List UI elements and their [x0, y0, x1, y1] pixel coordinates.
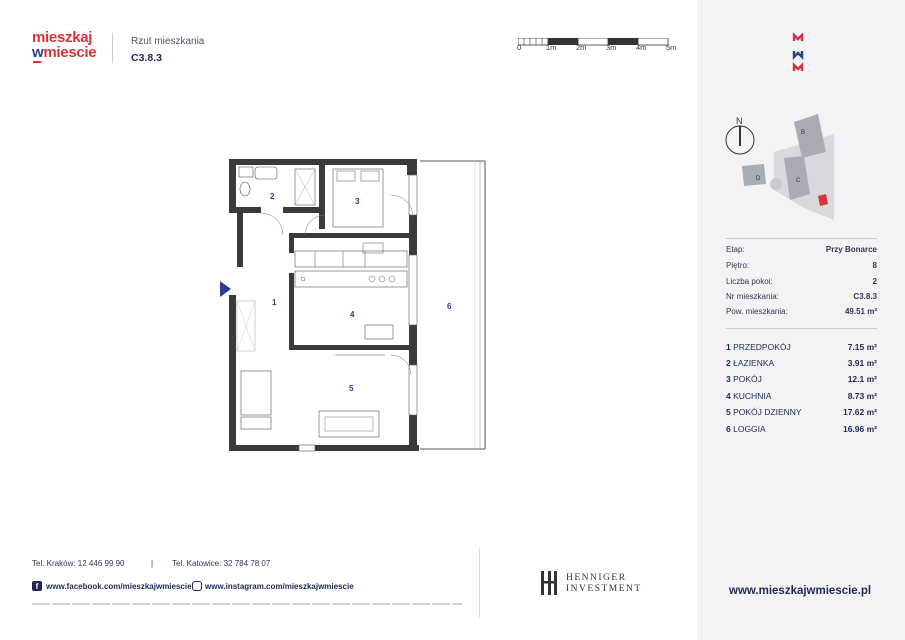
- room-area: 3.91 m²: [847, 358, 877, 368]
- info-row-etap: [726, 245, 877, 254]
- header-divider: [112, 33, 113, 63]
- compass-north-label: N: [736, 116, 743, 126]
- facebook-link[interactable]: www.facebook.com/mieszkajwmiescie: [46, 582, 192, 591]
- scale-label-3: 3m: [606, 43, 617, 52]
- info-divider-top: [726, 238, 877, 239]
- info-label: Liczba pokoi:: [726, 277, 773, 286]
- scale-label-0: 0: [517, 43, 522, 52]
- room-row: [726, 407, 877, 417]
- info-value: C3.8.3: [853, 292, 877, 301]
- room-num: 5: [726, 407, 731, 417]
- room-area: 8.73 m²: [847, 391, 877, 401]
- plan-label-5: 5: [349, 384, 354, 393]
- logo-rest: miescie: [43, 44, 97, 61]
- floor-plan: [215, 155, 495, 455]
- site-map: [734, 112, 834, 224]
- room-name: POKÓJ: [733, 374, 762, 384]
- room-area: 12.1 m²: [847, 374, 877, 384]
- logo-line2: [32, 45, 96, 60]
- room-num: 1: [726, 342, 731, 352]
- header-unit: C3.8.3: [131, 52, 162, 64]
- info-row-pietro: [726, 261, 877, 270]
- info-value: 2: [872, 277, 877, 286]
- building-c-label: C: [796, 178, 801, 184]
- room-num: 4: [726, 391, 731, 401]
- mwm-brand-icon: [786, 33, 816, 83]
- plan-label-2: 2: [270, 192, 275, 201]
- instagram-icon: [192, 581, 202, 591]
- info-row-pow-mieszkania: [726, 307, 877, 316]
- plan-label-1: 1: [272, 298, 277, 307]
- room-num: 2: [726, 358, 731, 368]
- scale-label-5: 5m: [666, 43, 677, 52]
- room-row: [726, 424, 877, 434]
- info-label: Piętro:: [726, 261, 750, 270]
- building-b-label: B: [801, 130, 806, 136]
- info-row-liczba-pokoi: [726, 277, 877, 286]
- website-link[interactable]: www.mieszkajwmiescie.pl: [729, 585, 872, 597]
- room-row: [726, 374, 877, 384]
- room-name: KUCHNIA: [733, 391, 772, 401]
- info-label: Pow. mieszkania:: [726, 307, 788, 316]
- info-label: Nr mieszkania:: [726, 292, 779, 301]
- room-name: PRZEDPOKÓJ: [733, 342, 791, 352]
- logo-line1: mieszkaj: [32, 29, 93, 46]
- room-area: 7.15 m²: [847, 342, 877, 352]
- disclaimer: [32, 602, 462, 605]
- facebook-icon: f: [32, 581, 42, 591]
- room-name: POKÓJ DZIENNY: [733, 407, 802, 417]
- scale-label-1: 1m: [546, 43, 557, 52]
- info-row-nr-mieszkania: [726, 292, 877, 301]
- building-d-label: D: [756, 176, 761, 182]
- tel-krakow[interactable]: Tel. Kraków: 12 446 99 90: [32, 559, 125, 568]
- room-name: LOGGIA: [733, 424, 766, 434]
- info-value: 49.51 m²: [844, 307, 877, 316]
- scale-bar: [518, 33, 678, 41]
- room-num: 6: [726, 424, 731, 434]
- investor-name-line2: INVESTMENT: [566, 584, 642, 594]
- brand-logo[interactable]: [32, 30, 96, 63]
- plan-label-4: 4: [350, 310, 355, 319]
- room-name: ŁAZIENKA: [733, 358, 775, 368]
- info-value: Przy Bonarce: [825, 245, 877, 254]
- room-row: [726, 358, 877, 368]
- info-panel: [697, 0, 905, 640]
- info-value: 8: [872, 261, 877, 270]
- room-row: [726, 342, 877, 352]
- room-area: 17.62 m²: [842, 407, 877, 417]
- room-area: 16.96 m²: [842, 424, 877, 434]
- logo-underline: [33, 61, 41, 63]
- scale-label-4: 4m: [636, 43, 647, 52]
- room-row: [726, 391, 877, 401]
- plan-label-3: 3: [355, 197, 360, 206]
- tel-katowice[interactable]: Tel. Katowice: 32 784 78 07: [172, 559, 271, 568]
- plan-label-6: 6: [447, 302, 452, 311]
- instagram-link[interactable]: www.instagram.com/mieszkajwmiescie: [205, 582, 354, 591]
- brand-mark-text: [800, 44, 802, 45]
- footer-divider: [479, 548, 480, 618]
- henniger-logo-icon: [540, 570, 562, 596]
- room-num: 3: [726, 374, 731, 384]
- header-subtitle: Rzut mieszkania: [131, 36, 205, 47]
- info-divider-bottom: [726, 328, 877, 329]
- scale-label-2: 2m: [576, 43, 587, 52]
- logo-w: w: [32, 44, 44, 61]
- info-label: Etap:: [726, 245, 745, 254]
- footer-separator: |: [151, 559, 154, 568]
- investor-name-line1: HENNIGER: [566, 573, 627, 583]
